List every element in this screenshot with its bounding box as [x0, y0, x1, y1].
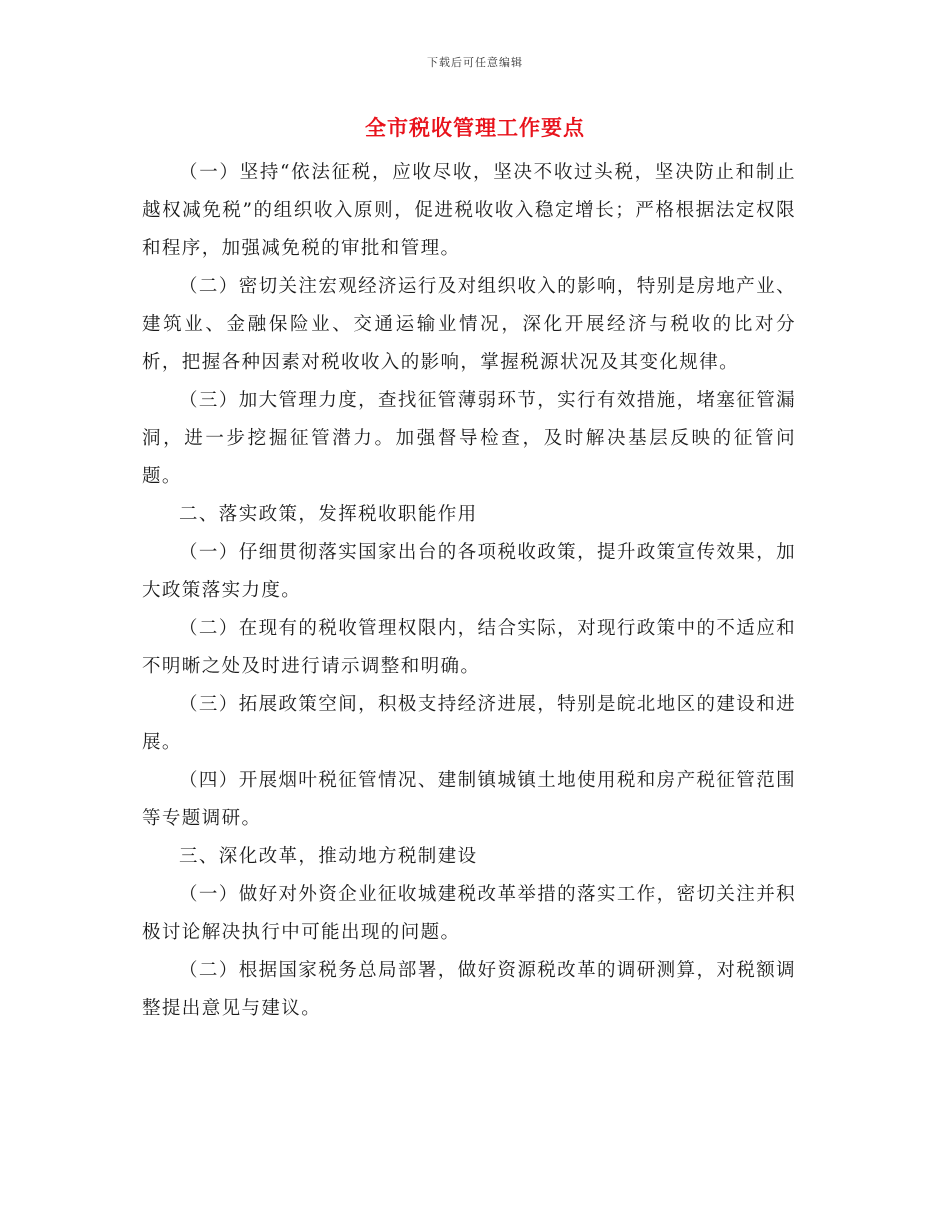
paragraph-9: （二）根据国家税务总局部署，做好资源税改革的调研测算，对税额调整提出意见与建议。	[142, 960, 796, 1019]
header-note: 下载后可任意编辑	[427, 56, 523, 69]
paragraph-7: （四）开展烟叶税征管情况、建制镇城镇土地使用税和房产税征管范围等专题调研。	[142, 770, 796, 829]
paragraph-1: （一）坚持“依法征税，应收尽收，坚决不收过头税，坚决防止和制止越权减免税”的组织收入原则，促进税收收入稳定增长；严格根据法定权限和程序，加强减免税的审批和管理。	[142, 162, 796, 259]
paragraph-4: （一）仔细贯彻落实国家出台的各项税收政策，提升政策宣传效果，加大政策落实力度。	[142, 542, 796, 601]
paragraph-6: （三）拓展政策空间，积极支持经济进展，特别是皖北地区的建设和进展。	[142, 694, 796, 753]
section-heading-2: 二、落实政策，发挥税收职能作用	[179, 504, 478, 525]
paragraph-5: （二）在现有的税收管理权限内，结合实际，对现行政策中的不适应和不明晰之处及时进行请示调整和明确。	[142, 618, 796, 677]
section-heading-3: 三、深化改革，推动地方税制建设	[179, 846, 478, 867]
paragraph-3: （三）加大管理力度，查找征管薄弱环节，实行有效措施，堵塞征管漏洞，进一步挖掘征管潜力。加强督导检查，及时解决基层反映的征管问题。	[142, 390, 796, 487]
document-body	[142, 154, 796, 1028]
document-title: 全市税收管理工作要点	[365, 115, 585, 140]
paragraph-8: （一）做好对外资企业征收城建税改革举措的落实工作，密切关注并积极讨论解决执行中可能出现的问题。	[142, 884, 796, 943]
paragraph-2: （二）密切关注宏观经济运行及对组织收入的影响，特别是房地产业、建筑业、金融保险业、交通运输业情况，深化开展经济与税收的比对分析，把握各种因素对税收收入的影响，掌握税源状况及其变化规律。	[142, 276, 796, 373]
